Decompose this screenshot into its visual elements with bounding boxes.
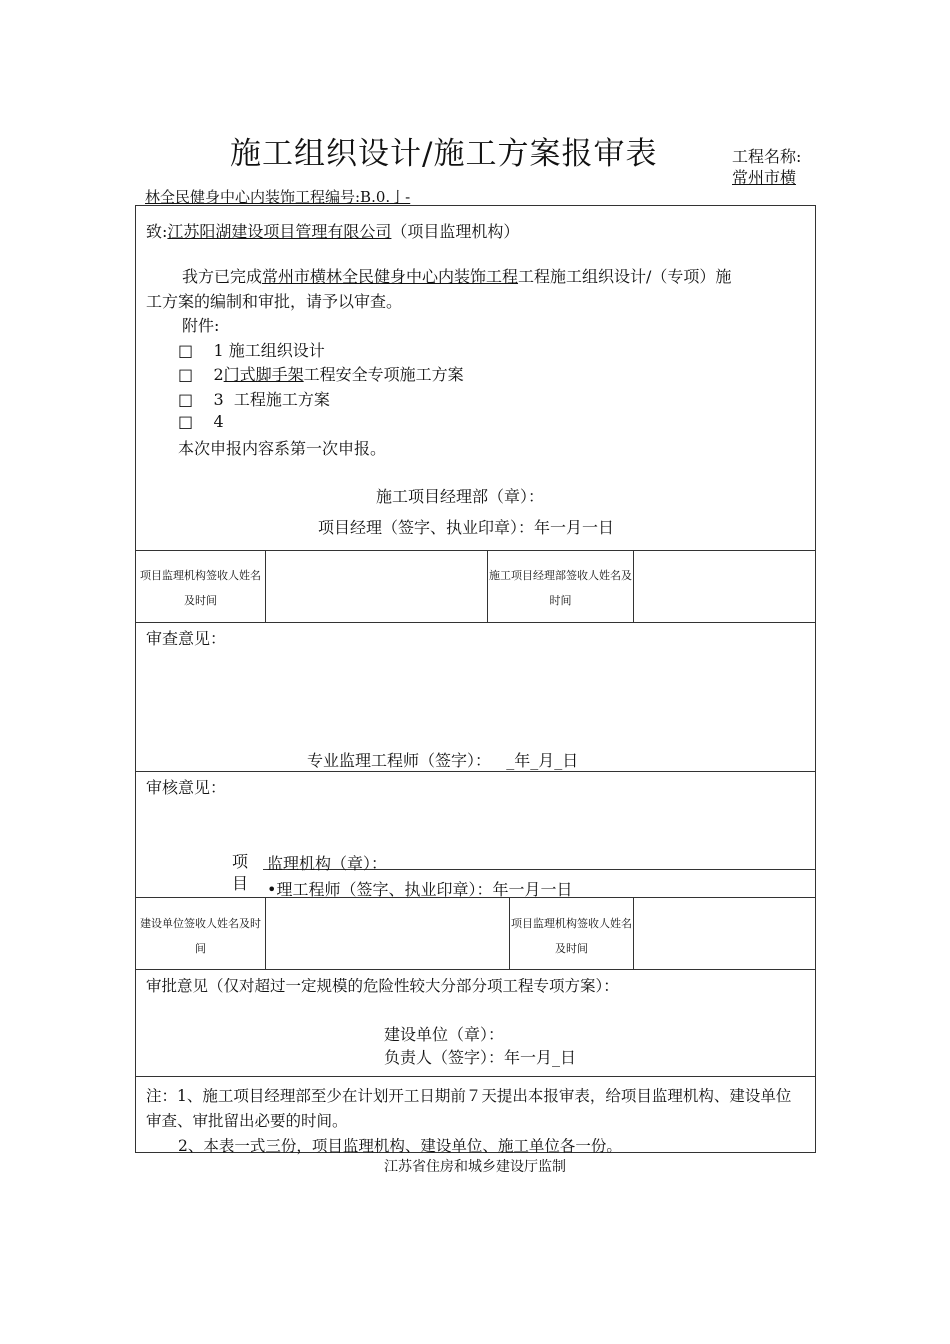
notes-line: 审查、审批留出必要的时间。 bbox=[146, 1112, 348, 1130]
audit-seal: 监理机构（章）： bbox=[267, 854, 388, 873]
dept-seal: 施工项目经理部（章）： bbox=[376, 487, 545, 506]
divider bbox=[135, 969, 816, 970]
divider bbox=[265, 897, 266, 969]
audit-signature: •理工程师（签字、执业印章）：年一月一日 bbox=[267, 880, 573, 899]
notes-line: 2、本表一式三份，项目监理机构、建设单位、施工单位各一份。 bbox=[178, 1137, 622, 1155]
supervision-org: 江苏阳湖建设项目管理有限公司 bbox=[167, 222, 392, 241]
attachment-item bbox=[178, 362, 464, 385]
divider bbox=[135, 550, 816, 551]
pm-signature: 项目经理（签字、执业印章）：年一月一日 bbox=[318, 518, 615, 537]
audit-label: 审核意见： bbox=[146, 778, 227, 797]
supervision-receiver-label-2: 项目监理机构签收人姓名及时间 bbox=[511, 917, 632, 955]
audit-side-char: 目 bbox=[232, 874, 249, 893]
checkbox-icon[interactable]: □ bbox=[178, 412, 194, 431]
submission-note: 本次申报内容系第一次申报。 bbox=[178, 439, 387, 458]
review-label: 审查意见： bbox=[146, 629, 227, 648]
body-text: 我方已完成 bbox=[182, 267, 263, 286]
audit-side-char: 项 bbox=[232, 852, 249, 871]
review-signature bbox=[307, 748, 578, 771]
attachment-num: 3 bbox=[213, 390, 224, 409]
project-name-value: 常州市横 bbox=[732, 168, 797, 187]
review-date: _年_月_日 bbox=[506, 751, 579, 770]
attachments-label: 附件: bbox=[182, 316, 220, 335]
body-text: 工程施工组织设计/（专项）施 bbox=[518, 267, 732, 286]
project-name-inline: 常州市横林全民健身中心内装饰工程 bbox=[262, 267, 519, 286]
project-name-continuation: 林全民健身中心内装饰工程编号:B.0.亅- bbox=[145, 188, 411, 206]
issuer-footer: 江苏省住房和城乡建设厅监制 bbox=[384, 1159, 566, 1175]
checkbox-icon[interactable]: □ bbox=[178, 390, 194, 409]
attachment-text: 工程安全专项施工方案 bbox=[303, 365, 464, 384]
attachment-num: 4 bbox=[213, 412, 224, 431]
contractor-receiver-label: 施工项目经理部签收人姓名及时间 bbox=[489, 569, 632, 607]
notes-line: 注：1、施工项目经理部至少在计划开工日期前７天提出本报审表，给项目监理机构、建设单位 bbox=[146, 1087, 792, 1105]
attachment-text: 工程施工方案 bbox=[233, 390, 330, 409]
approval-label: 审批意见（仅对超过一定规模的危险性较大分部分项工程专项方案）： bbox=[146, 977, 619, 995]
checkbox-icon[interactable]: □ bbox=[178, 365, 194, 384]
divider bbox=[135, 771, 816, 772]
project-name-label: 工程名称: bbox=[732, 147, 802, 166]
attachment-num: 2 bbox=[213, 365, 224, 384]
review-sign-text: 专业监理工程师（签字）： bbox=[307, 751, 492, 770]
attachment-item bbox=[178, 338, 325, 361]
addressee-suffix: （项目监理机构） bbox=[391, 222, 520, 241]
attachment-text: 施工组织设计 bbox=[228, 341, 325, 360]
approval-seal: 建设单位（章）： bbox=[384, 1025, 505, 1044]
divider bbox=[633, 897, 634, 969]
divider bbox=[633, 550, 634, 622]
attachment-scaffold: 门式脚手架 bbox=[223, 365, 304, 384]
attachment-item bbox=[178, 412, 224, 431]
divider bbox=[265, 550, 266, 622]
approval-signature: 负责人（签字）：年一月_日 bbox=[384, 1048, 577, 1067]
attachment-item bbox=[178, 387, 330, 410]
checkbox-icon[interactable]: □ bbox=[178, 341, 194, 360]
supervision-receiver-label: 项目监理机构签收人姓名及时间 bbox=[140, 569, 261, 607]
divider bbox=[135, 1076, 816, 1077]
body-line-1 bbox=[182, 264, 731, 287]
form-title: 施工组织设计/施工方案报审表 bbox=[230, 136, 658, 172]
divider bbox=[135, 622, 816, 623]
body-line-2: 工方案的编制和审批，请予以审查。 bbox=[146, 292, 403, 311]
addressee-line bbox=[146, 219, 519, 242]
owner-receiver-label: 建设单位签收人姓名及时间 bbox=[140, 917, 261, 955]
addressee-prefix: 致: bbox=[146, 222, 168, 241]
attachment-num: 1 bbox=[213, 341, 224, 360]
